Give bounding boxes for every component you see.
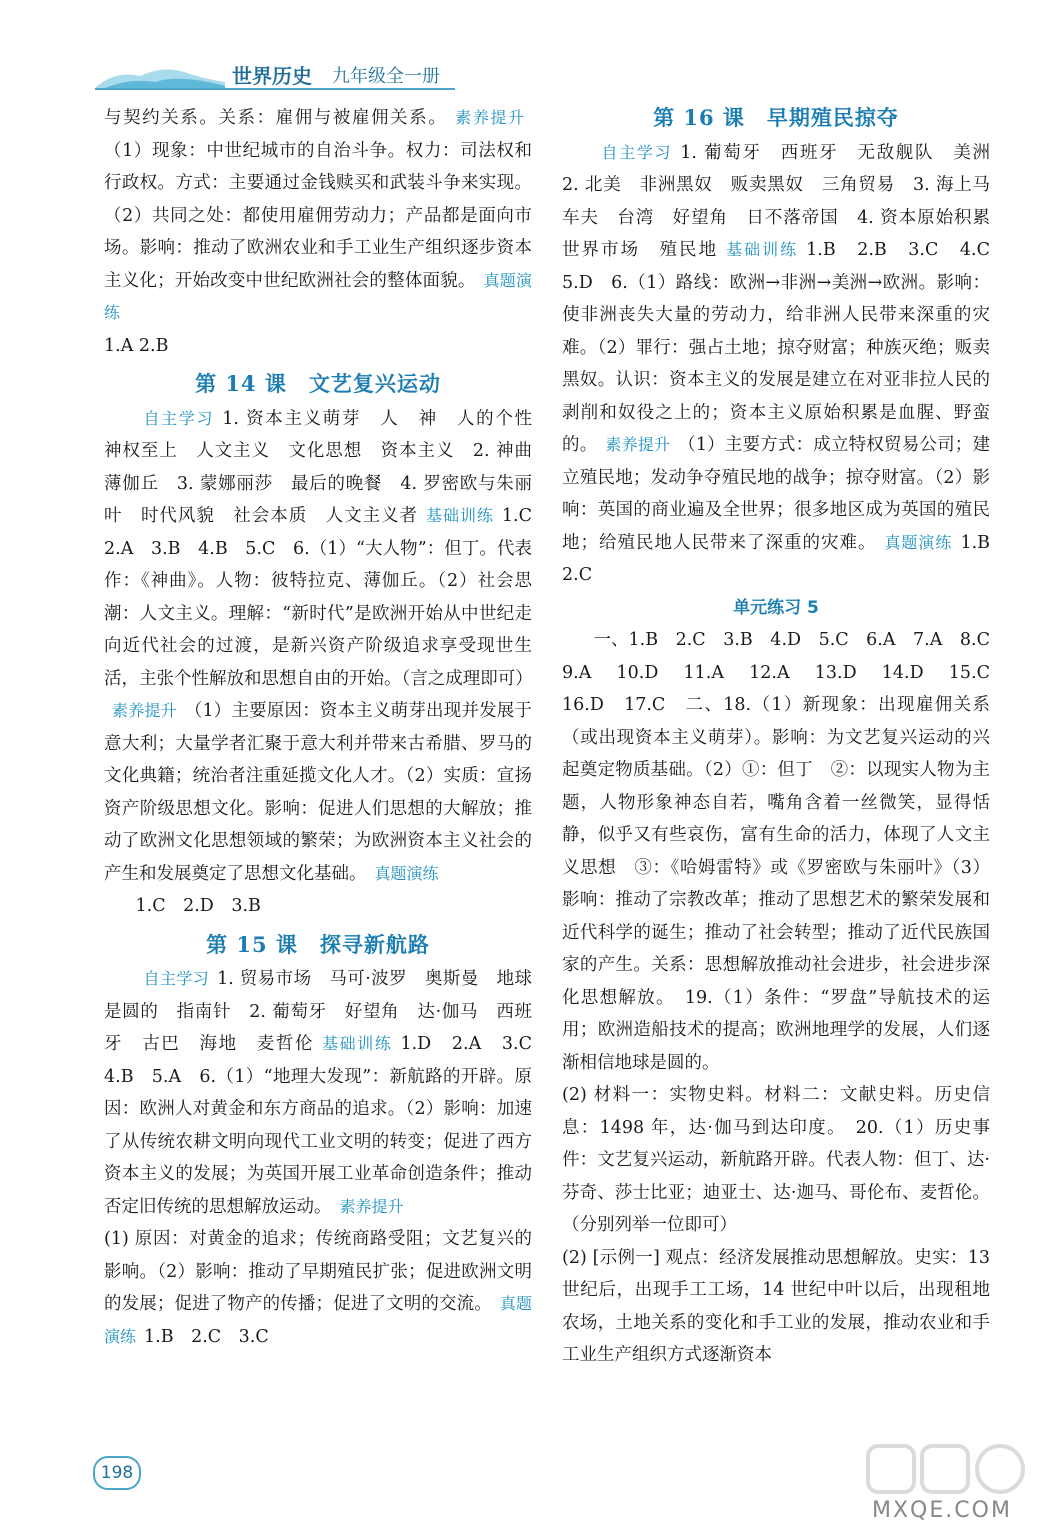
section-tag: 真题演练 [884, 532, 953, 552]
header-subtitle: 九年级全一册 [332, 66, 440, 87]
section-tag: 真题演练 [104, 1294, 532, 1346]
right-column [562, 102, 1008, 1372]
answer-paragraph: 自主学习 1. 葡萄牙 西班牙 无敌舰队 美洲 2. 北美 非洲黑奴 贩卖黑奴 三角贸易 3. 海上马车夫 台湾 好望角 日不落帝国 4. 资本原始积累 世界市场 殖民地 基础训练 1.B 2.B 3.C 4.C 5.D 6.（1）路线：欧洲→非洲→美洲→欧洲。影响：使非洲丧失大量的劳动力，给非洲人民带来深重的灾难。（2）罪行：强占土地；掠夺财富；种族灭绝；贩卖黑奴。认识：资本主义的发展是建立在对亚非拉人民的剥削和奴役之上的；资本主义原始积累是血腥、野蛮的。 素养提升 （1）主要方式：成立特权贸易公司；建立殖民地；发动争夺殖民地的战争；掠夺财富。（2）影响：英国的商业遍及全世界；很多地区成为英国的殖民地；给殖民地人民带来了深重的灾难。 真题演练 1.B 2.C [562, 142, 1008, 585]
section-tag: 自主学习 [143, 969, 210, 988]
header-title: 世界历史 [232, 64, 312, 88]
section-tag: 素养提升 [112, 701, 177, 720]
page-header [0, 0, 1047, 100]
answer-line: 1.C 2.D 3.B [135, 896, 261, 916]
lesson-title: 第 14 课 文艺复兴运动 [195, 371, 441, 396]
section-tag: 真题演练 [374, 863, 439, 883]
section-tag: 基础训练 [322, 1034, 393, 1053]
section-tag: 自主学习 [143, 408, 215, 428]
section-tag: 素养提升 [455, 108, 524, 127]
lesson-title: 第 15 课 探寻新航路 [206, 931, 430, 957]
answer-paragraph: 自主学习 1. 资本主义萌芽 人 神 人的个性 神权至上 人文主义 文化思想 资本主义 2. 神曲 薄伽丘 3. 蒙娜丽莎 最后的晚餐 4. 罗密欧与朱丽叶 时代风貌 社会本质 人文主义者 基础训练 1.C 2.A 3.B 4.B 5.C 6.（1）“大人物”：但丁。代表作：《神曲》。人物：彼特拉克、薄伽丘。（2）社会思潮：人文主义。理解：“新时代”是欧洲开始从中世纪走向近代社会的过渡，是新兴资产阶级追求享受现世生活，主张个性解放和思想自由的开始。（言之成理即可）素养提升 （1）主要原因：资本主义萌芽出现并发展于意大利；大量学者汇聚于意大利并带来古希腊、罗马的文化典籍；统治者注重延揽文化人才。（2）实质：宣扬资产阶级思想文化。影响：促进人们思想的大解放；推动了欧洲文化思想领域的繁荣；为欧洲资本主义社会的产生和发展奠定了思想文化基础。 真题演练 [104, 408, 550, 884]
left-column [104, 102, 550, 1353]
page-number: 198 [93, 1456, 141, 1490]
section-tag: 素养提升 [605, 435, 671, 454]
answer-paragraph: (2) [示例一] 观点：经济发展推动思想解放。史实：13 世纪后，出现手工工场，14 世纪中叶以后，出现租地农场，土地关系的变化和手工业的发展，推动农业和手工业生产组织方式逐渐资本 [562, 1247, 990, 1365]
answer-paragraph: (2) 材料一：实物史料。材料二：文献史料。历史信息：1498 年，达·伽马到达印度。 20.（1）历史事件：文艺复兴运动，新航路开辟。代表人物：但丁、达·芬奇、莎士比亚；迪亚士、达·迦马、哥伦布、麦哲伦。（分别列举一位即可） [562, 1085, 990, 1235]
answer-paragraph: (1) 原因：对黄金的追求；传统商路受阻；文艺复兴的影响。（2）影响：推动了早期殖民扩张；促进欧洲文明的发展；促进了物产的传播；促进了文明的交流。 真题演练 1.B 2.C 3.C [104, 1229, 532, 1347]
lesson-title: 第 16 课 早期殖民掠夺 [653, 105, 899, 130]
section-tag: 自主学习 [601, 142, 673, 162]
section-tag: 真题演练 [104, 270, 532, 322]
answer-line: 1.A 2.B [104, 335, 169, 356]
answer-paragraph: 与契约关系。关系：雇佣与被雇佣关系。 素养提升（1）现象：中世纪城市的自治斗争。权力：司法权和行政权。方式：主要通过金钱赎买和武装斗争来实现。（2）共同之处：都使用雇佣劳动力；产品都是面向市场。影响：推动了欧洲农业和手工业生产组织逐步资本主义化；开始改变中世纪欧洲社会的整体面貌。 真题演练 [104, 108, 532, 322]
section-tag: 基础训练 [726, 240, 799, 259]
wave-logo-icon [95, 60, 225, 90]
unit-title: 单元练习 5 [733, 597, 819, 618]
header-rule [95, 88, 455, 90]
watermark-text: MXQE.COM [872, 1498, 1012, 1523]
answer-paragraph: 一、1.B 2.C 3.B 4.D 5.C 6.A 7.A 8.C 9.A 10.D 11.A 12.A 13.D 14.D 15.C 16.D 17.C 二、18.（1）新现象：出现雇佣关系（或出现资本主义萌芽）。影响：为文艺复兴运动的兴起奠定物质基础。（2）①：但丁 ②：以现实人物为主题，人物形象神态自若，嘴角含着一丝微笑，显得恬静，似乎又有些哀伤，富有生命的活力，体现了人文主义思想 ③：《哈姆雷特》或《罗密欧与朱丽叶》（3）影响：推动了宗教改革；推动了思想艺术的繁荣发展和近代科学的诞生；推动了社会转型；推动了近代民族国家的产生。关系：思想解放推动社会进步，社会进步深化思想解放。 19.（1）条件：“罗盘”导航技术的运用；欧洲造船技术的提高；欧洲地理学的发展，人们逐渐相信地球是圆的。 [562, 630, 1008, 1073]
section-tag: 基础训练 [426, 506, 494, 525]
section-tag: 素养提升 [339, 1196, 404, 1216]
answer-paragraph: 自主学习 1. 贸易市场 马可·波罗 奥斯曼 地球是圆的 指南针 2. 葡萄牙 好望角 达·伽马 西班牙 古巴 海地 麦哲伦 基础训练 1.D 2.A 3.C 4.B 5.A 6.（1）“地理大发现”：新航路的开辟。原因：欧洲人对黄金和东方商品的追求。（2）影响：加速了从传统农耕文明向现代工业文明的转变；促进了西方资本主义的发展；为英国开展工业革命创造条件；推动否定旧传统的思想解放运动。 素养提升 [104, 969, 550, 1217]
